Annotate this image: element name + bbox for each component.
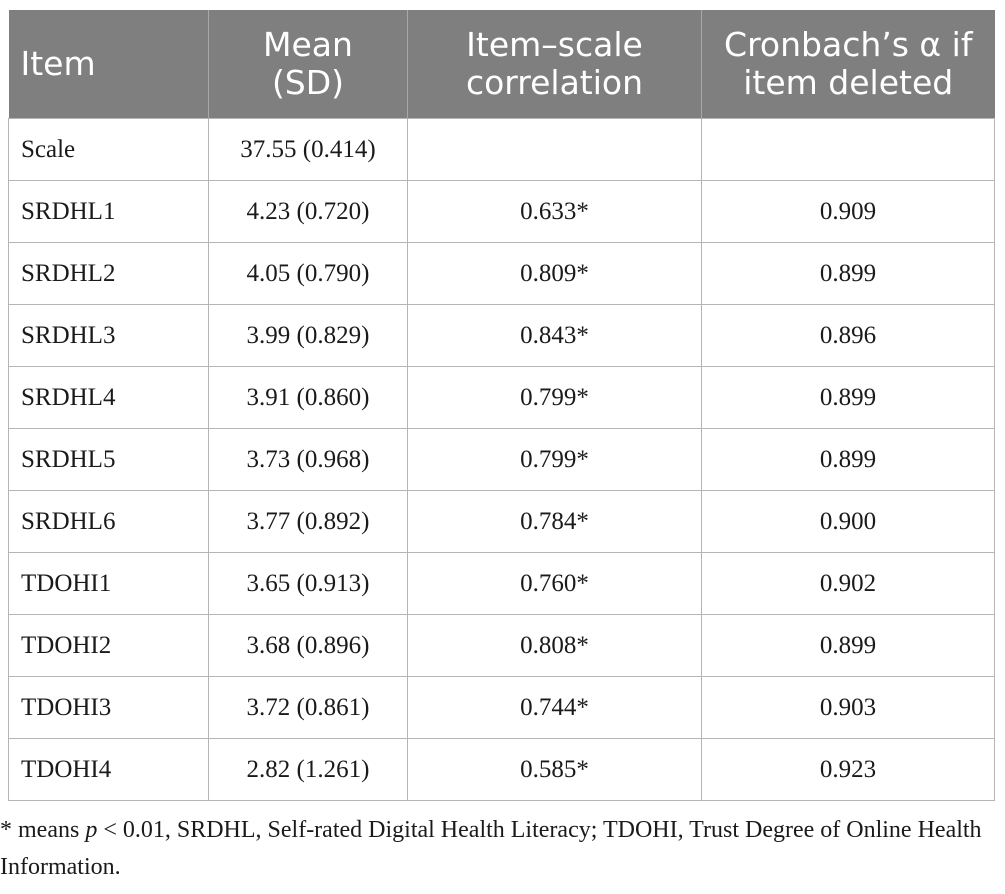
cell-item: SRDHL6 bbox=[9, 491, 209, 553]
cell-alpha: 0.902 bbox=[702, 553, 995, 615]
cell-mean-sd: 3.65 (0.913) bbox=[209, 553, 408, 615]
header-item: Item bbox=[9, 10, 209, 119]
cell-correlation: 0.799* bbox=[408, 367, 702, 429]
cell-item: SRDHL5 bbox=[9, 429, 209, 491]
table-row bbox=[9, 181, 995, 243]
table-row bbox=[9, 491, 995, 553]
cell-mean-sd: 2.82 (1.261) bbox=[209, 739, 408, 801]
cell-mean-sd: 4.23 (0.720) bbox=[209, 181, 408, 243]
table-row bbox=[9, 429, 995, 491]
cell-mean-sd: 3.73 (0.968) bbox=[209, 429, 408, 491]
cell-alpha: 0.899 bbox=[702, 243, 995, 305]
cell-mean-sd: 3.72 (0.861) bbox=[209, 677, 408, 739]
footnote-text: < 0.01, SRDHL, Self-rated Digital Health Literacy; TDOHI, Trust Degree of Online Health Information. bbox=[0, 817, 982, 880]
table-row bbox=[9, 739, 995, 801]
table-row bbox=[9, 615, 995, 677]
cell-correlation: 0.744* bbox=[408, 677, 702, 739]
table-row bbox=[9, 119, 995, 181]
cell-correlation: 0.585* bbox=[408, 739, 702, 801]
cell-item: TDOHI4 bbox=[9, 739, 209, 801]
footnote-p-variable: p bbox=[85, 817, 98, 843]
cell-alpha: 0.896 bbox=[702, 305, 995, 367]
header-item-scale-correlation: Item–scale correlation bbox=[408, 10, 702, 119]
cell-correlation: 0.633* bbox=[408, 181, 702, 243]
header-row bbox=[9, 10, 995, 119]
table-row bbox=[9, 243, 995, 305]
cell-item: TDOHI1 bbox=[9, 553, 209, 615]
cell-item: SRDHL4 bbox=[9, 367, 209, 429]
cell-item: Scale bbox=[9, 119, 209, 181]
cell-alpha: 0.899 bbox=[702, 615, 995, 677]
cell-correlation bbox=[408, 119, 702, 181]
cell-mean-sd: 3.91 (0.860) bbox=[209, 367, 408, 429]
cell-alpha: 0.899 bbox=[702, 429, 995, 491]
header-cronbach-alpha-if-deleted: Cronbach’s α if item deleted bbox=[702, 10, 995, 119]
table-footnote bbox=[0, 812, 990, 886]
table-row bbox=[9, 305, 995, 367]
table-row bbox=[9, 677, 995, 739]
cell-mean-sd: 3.68 (0.896) bbox=[209, 615, 408, 677]
cell-item: SRDHL2 bbox=[9, 243, 209, 305]
item-analysis-table-container bbox=[8, 10, 994, 801]
cell-correlation: 0.809* bbox=[408, 243, 702, 305]
cell-alpha: 0.923 bbox=[702, 739, 995, 801]
table-row bbox=[9, 553, 995, 615]
cell-alpha: 0.899 bbox=[702, 367, 995, 429]
cell-mean-sd: 4.05 (0.790) bbox=[209, 243, 408, 305]
table-row bbox=[9, 367, 995, 429]
cell-correlation: 0.799* bbox=[408, 429, 702, 491]
cell-alpha: 0.909 bbox=[702, 181, 995, 243]
cell-alpha: 0.903 bbox=[702, 677, 995, 739]
cell-mean-sd: 3.77 (0.892) bbox=[209, 491, 408, 553]
cell-correlation: 0.843* bbox=[408, 305, 702, 367]
cell-alpha: 0.900 bbox=[702, 491, 995, 553]
cell-item: SRDHL3 bbox=[9, 305, 209, 367]
cell-alpha bbox=[702, 119, 995, 181]
cell-mean-sd: 3.99 (0.829) bbox=[209, 305, 408, 367]
cell-item: SRDHL1 bbox=[9, 181, 209, 243]
header-mean-sd: Mean (SD) bbox=[209, 10, 408, 119]
cell-correlation: 0.760* bbox=[408, 553, 702, 615]
cell-mean-sd: 37.55 (0.414) bbox=[209, 119, 408, 181]
cell-item: TDOHI2 bbox=[9, 615, 209, 677]
item-analysis-table bbox=[8, 10, 995, 801]
footnote-prefix: * means bbox=[0, 817, 86, 843]
cell-item: TDOHI3 bbox=[9, 677, 209, 739]
cell-correlation: 0.784* bbox=[408, 491, 702, 553]
cell-correlation: 0.808* bbox=[408, 615, 702, 677]
